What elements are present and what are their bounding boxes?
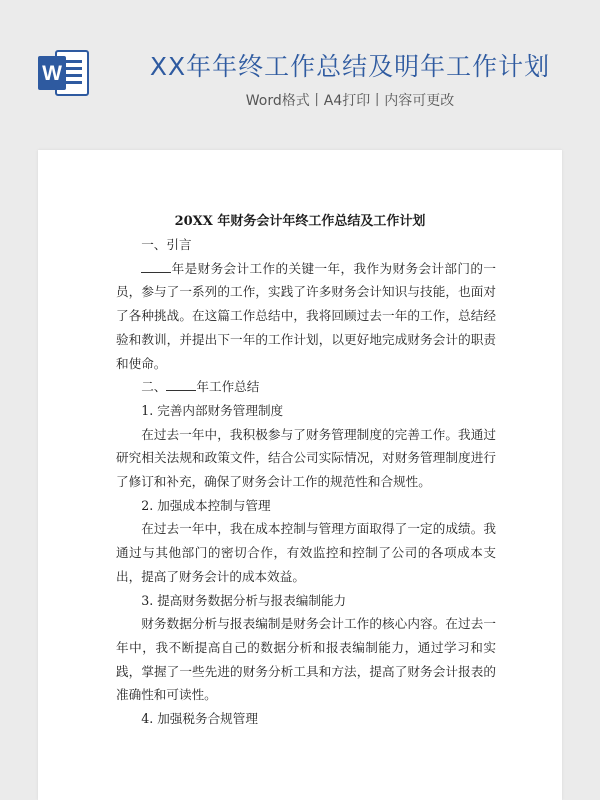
item-1-heading: 1. 完善内部财务管理制度 — [141, 402, 284, 418]
banner-title: XX年年终工作总结及明年工作计划 — [149, 52, 551, 81]
item-3-heading: 3. 提高财务数据分析与报表编制能力 — [141, 592, 347, 608]
word-document-icon — [38, 47, 90, 99]
word-icon-letter: W — [42, 62, 62, 85]
document-body — [116, 233, 496, 731]
section-prefix: 二、 — [141, 379, 167, 395]
section-heading-summary — [116, 375, 496, 399]
item-3-paragraph: 财务数据分析与报表编制是财务会计工作的核心内容。在过去一年中，我不断提高自己的数据分析和报表编制能力，通过学习和实践，掌握了一些先进的财务分析工具和方法，提高了财务会计报表的准确性和可读性。 — [116, 616, 496, 703]
item-1-paragraph: 在过去一年中，我积极参与了财务管理制度的完善工作。我通过研究相关法规和政策文件，结合公司实际情况，对财务管理制度进行了修订和补充，确保了财务会计工作的规范性和合规性。 — [116, 426, 496, 490]
document-title: 20XX 年财务会计年终工作总结及工作计划 — [174, 214, 426, 229]
intro-paragraph — [116, 257, 496, 376]
document-page — [38, 150, 562, 800]
section-heading-intro: 一、引言 — [141, 237, 192, 252]
section-suffix: 年工作总结 — [196, 379, 260, 395]
banner-header — [0, 0, 600, 130]
item-2-paragraph: 在过去一年中，我在成本控制与管理方面取得了一定的成绩。我通过与其他部门的密切合作，有效监控和控制了公司的各项成本支出，提高了财务会计的成本效益。 — [116, 521, 496, 584]
intro-text: 年是财务会计工作的关键一年，我作为财务会计部门的一员，参与了一系列的工作，实践了许多财务会计知识与技能，也面对了各种挑战。在这篇工作总结中，我将回顾过去一年的工作，总结经验和教训，并提出下一年的工作计划，以更好地完成财务会计的职责和使命。 — [116, 260, 496, 371]
banner-subtitle: Word格式丨A4打印丨内容可更改 — [245, 93, 455, 109]
item-4-heading: 4. 加强税务合规管理 — [141, 711, 258, 727]
item-2-heading: 2. 加强成本控制与管理 — [141, 497, 271, 513]
fill-in-blank — [141, 260, 171, 273]
fill-in-blank — [166, 378, 196, 391]
